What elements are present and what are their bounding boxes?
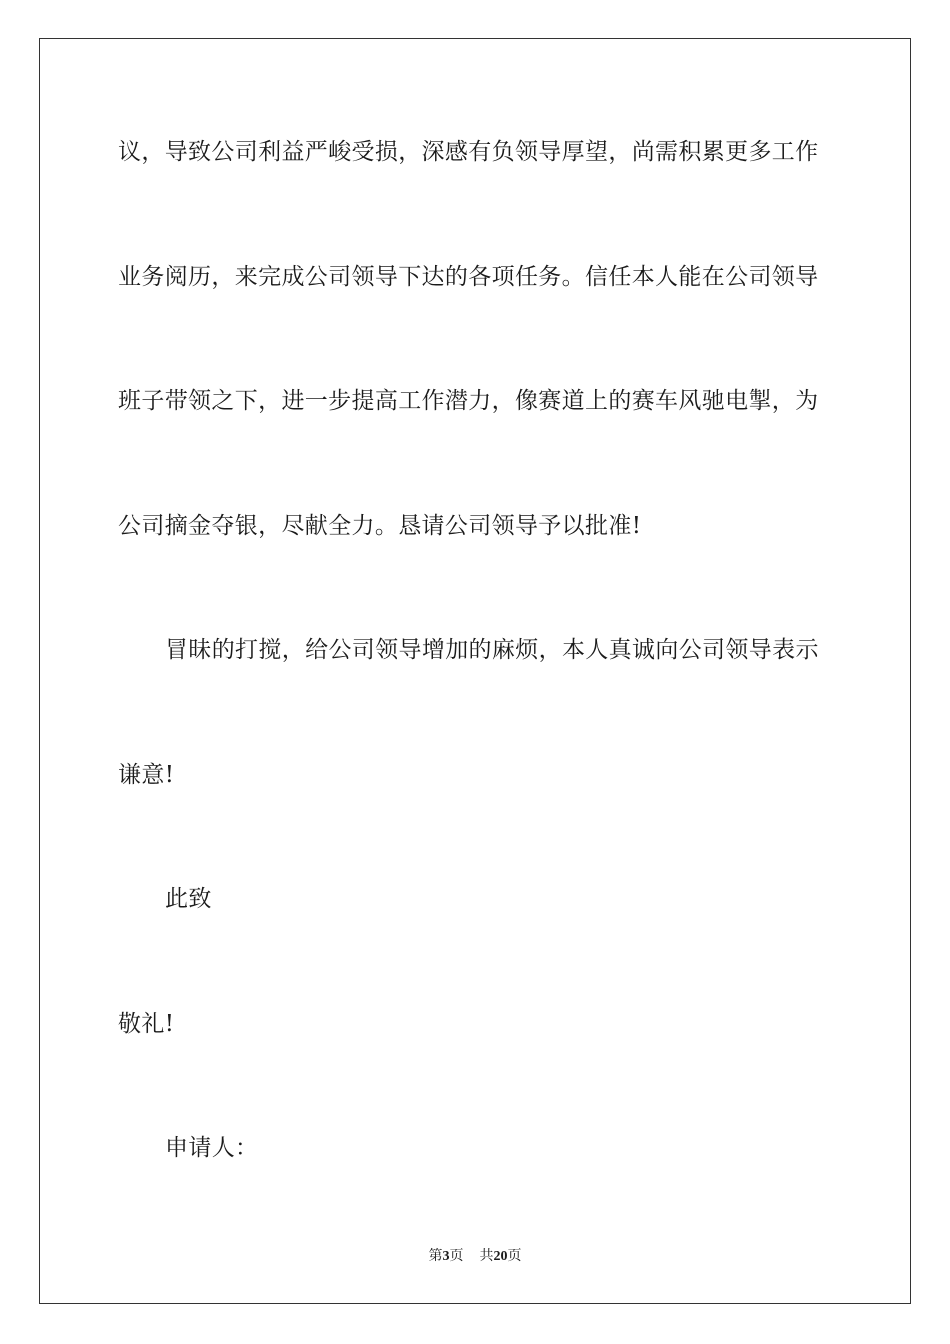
- applicant-signature-label: 申请人：: [165, 1135, 259, 1161]
- closing-regards: 敬礼!: [118, 1011, 175, 1037]
- closing-salutation: 此致: [165, 886, 212, 912]
- total-pages: 20: [493, 1249, 508, 1264]
- page-suffix: 页: [449, 1248, 464, 1264]
- total-prefix: 共: [479, 1248, 494, 1264]
- page-number: 3: [442, 1249, 450, 1264]
- body-text-line: 冒昧的打搅，给公司领导增加的麻烦，本人真诚向公司领导表示: [165, 637, 819, 663]
- body-text-line: 谦意!: [118, 762, 175, 788]
- page-prefix: 第: [428, 1248, 443, 1264]
- page-border: [39, 38, 911, 1304]
- total-suffix: 页: [507, 1248, 522, 1264]
- body-text-line: 议，导致公司利益严峻受损，深感有负领导厚望，尚需积累更多工作: [118, 139, 819, 165]
- body-text-line: 公司摘金夺银，尽献全力。恳请公司领导予以批准!: [118, 513, 642, 539]
- page-footer: [0, 1247, 950, 1266]
- body-text-line: 业务阅历，来完成公司领导下达的各项任务。信任本人能在公司领导: [118, 264, 819, 290]
- body-text-line: 班子带领之下，进一步提高工作潜力，像赛道上的赛车风驰电掣，为: [118, 388, 819, 414]
